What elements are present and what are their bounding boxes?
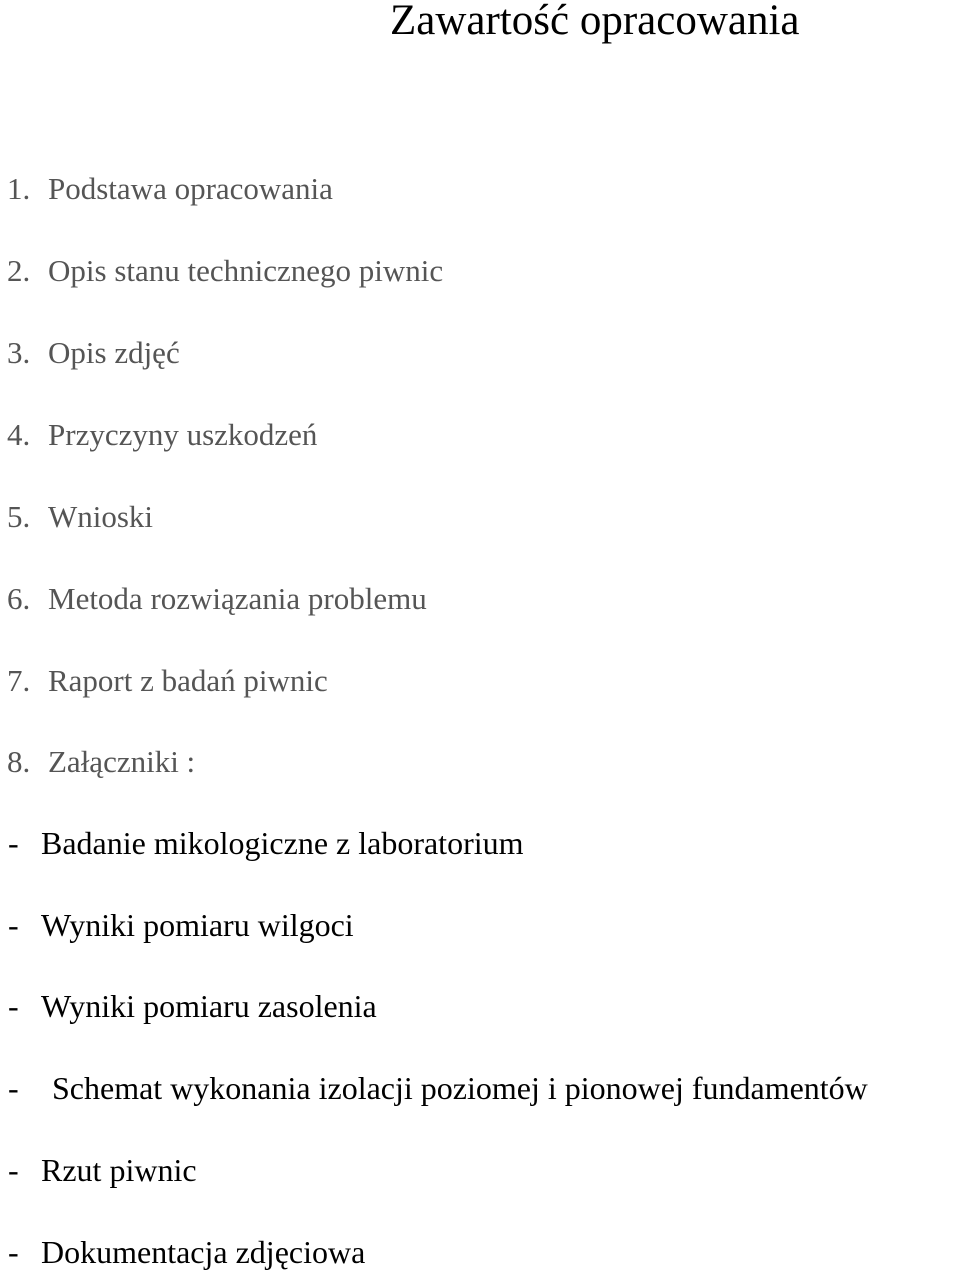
toc-item-number: 5. bbox=[7, 499, 31, 534]
attachment-item bbox=[8, 826, 524, 860]
toc-item-label: Wnioski bbox=[48, 499, 154, 534]
attachment-dash: - bbox=[8, 825, 19, 861]
attachment-item bbox=[8, 1153, 197, 1187]
attachment-label: Wyniki pomiaru zasolenia bbox=[41, 988, 377, 1024]
attachment-dash: - bbox=[8, 1070, 19, 1106]
attachment-label: Wyniki pomiaru wilgoci bbox=[41, 907, 354, 943]
attachment-dash: - bbox=[8, 1234, 19, 1270]
toc-item-number: 3. bbox=[7, 335, 31, 370]
toc-item-number: 1. bbox=[7, 171, 31, 206]
toc-item bbox=[7, 336, 180, 370]
toc-item-label: Raport z badań piwnic bbox=[48, 663, 328, 698]
toc-item-number: 8. bbox=[7, 744, 31, 779]
attachment-item bbox=[8, 989, 377, 1023]
toc-item-number: 4. bbox=[7, 417, 31, 452]
attachment-item bbox=[8, 908, 354, 942]
toc-item bbox=[7, 254, 443, 288]
toc-item-label: Podstawa opracowania bbox=[48, 171, 333, 206]
toc-item bbox=[7, 418, 317, 452]
attachment-label: Schemat wykonania izolacji poziomej i pionowej fundamentów bbox=[52, 1070, 868, 1106]
toc-item bbox=[7, 745, 195, 779]
attachment-label: Dokumentacja zdjęciowa bbox=[41, 1234, 366, 1270]
toc-item-label: Opis stanu technicznego piwnic bbox=[48, 253, 444, 288]
toc-item-label: Załączniki : bbox=[48, 744, 196, 779]
toc-item-number: 6. bbox=[7, 581, 31, 616]
toc-item bbox=[7, 582, 427, 616]
attachment-dash: - bbox=[8, 907, 19, 943]
toc-item-number: 7. bbox=[7, 663, 31, 698]
toc-item bbox=[7, 664, 328, 698]
attachment-dash: - bbox=[8, 988, 19, 1024]
attachment-label: Rzut piwnic bbox=[41, 1152, 197, 1188]
attachment-dash: - bbox=[8, 1152, 19, 1188]
attachment-label: Badanie mikologiczne z laboratorium bbox=[41, 825, 524, 861]
page-title: Zawartość opracowania bbox=[390, 0, 800, 44]
toc-item-label: Opis zdjęć bbox=[48, 335, 180, 370]
toc-item-number: 2. bbox=[7, 253, 31, 288]
attachment-item bbox=[8, 1235, 365, 1269]
toc-item-label: Metoda rozwiązania problemu bbox=[48, 581, 427, 616]
toc-item bbox=[7, 172, 333, 206]
toc-item-label: Przyczyny uszkodzeń bbox=[48, 417, 318, 452]
attachment-item bbox=[8, 1071, 868, 1105]
toc-item bbox=[7, 500, 153, 534]
